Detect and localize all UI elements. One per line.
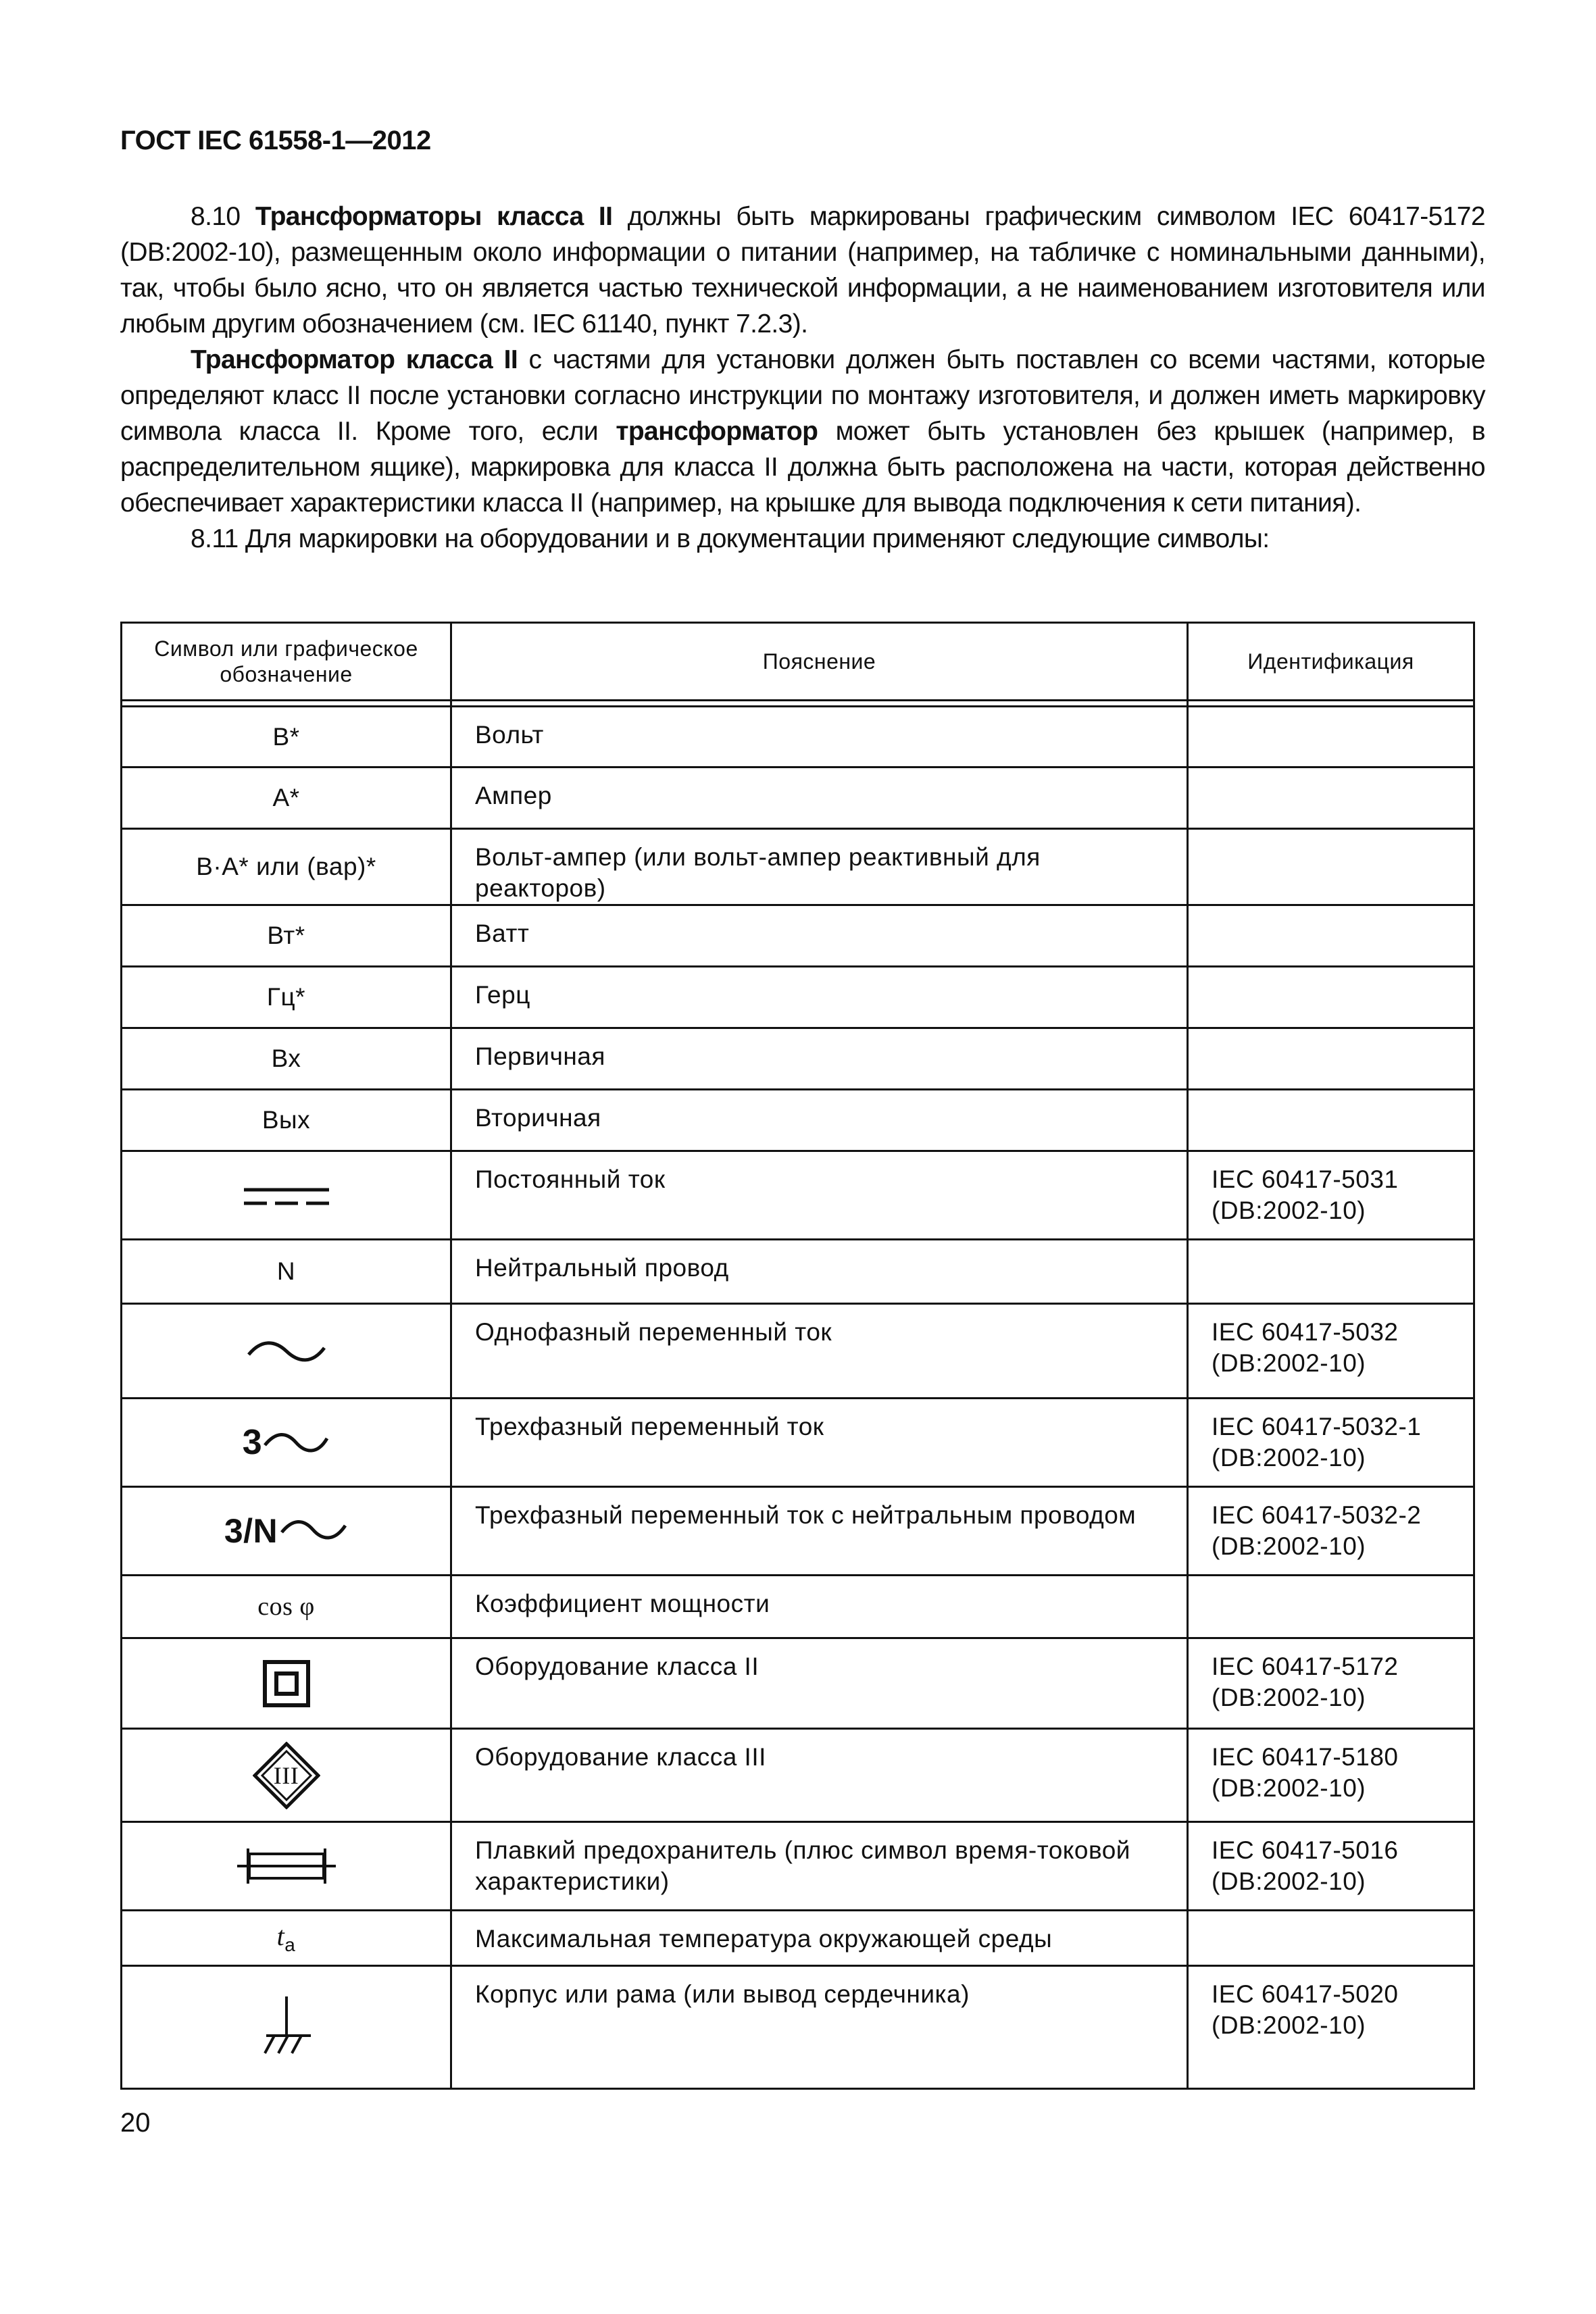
header-explanation: Пояснение (451, 623, 1188, 701)
symbol-cell (122, 1822, 451, 1911)
identification-cell (1188, 967, 1474, 1028)
iec-code: IEC 60417-5020 (1212, 1980, 1399, 2008)
table-row (122, 905, 1474, 967)
db-code: (DB:2002-10) (1212, 1532, 1366, 1560)
explanation-cell: Коэффициент мощности (451, 1576, 1188, 1638)
symbol-cell (122, 1304, 451, 1399)
symbol-cell (122, 1399, 451, 1487)
identification-cell (1188, 1638, 1474, 1729)
explanation-cell: Оборудование класса II (451, 1638, 1188, 1729)
symbol-cell (122, 1638, 451, 1729)
table-row (122, 967, 1474, 1028)
header-symbol: Символ или графическое обозначение (122, 623, 451, 701)
symbols-table (120, 622, 1475, 2090)
table-row (122, 1822, 1474, 1911)
identification-cell (1188, 829, 1474, 905)
identification-cell (1188, 1911, 1474, 1966)
explanation-cell: Первичная (451, 1028, 1188, 1090)
ambient-temperature-symbol (276, 1921, 296, 1955)
clause-number: 8.10 (191, 202, 255, 231)
term-bold: Трансформатор класса II (191, 345, 518, 374)
identification-cell (1188, 707, 1474, 768)
explanation-cell: Однофазный переменный ток (451, 1304, 1188, 1399)
db-code: (DB:2002-10) (1212, 1774, 1366, 1802)
symbol-cell (122, 1151, 451, 1240)
db-code: (DB:2002-10) (1212, 1867, 1366, 1895)
identification-cell (1188, 1399, 1474, 1487)
symbol-cell (122, 1576, 451, 1638)
symbol-cell (122, 768, 451, 829)
table-row (122, 1966, 1474, 2089)
identification-cell (1188, 1966, 1474, 2089)
iec-code: IEC 60417-5172 (1212, 1653, 1399, 1680)
table-row (122, 1151, 1474, 1240)
symbol-text: А* (272, 784, 300, 811)
three-phase-ac-icon (243, 1422, 330, 1463)
identification-cell (1188, 1090, 1474, 1151)
symbol-text: cos φ (257, 1592, 315, 1621)
explanation-cell: Корпус или рама (или вывод сердечника) (451, 1966, 1188, 2089)
table-row (122, 1487, 1474, 1576)
symbol-cell (122, 905, 451, 967)
db-code: (DB:2002-10) (1212, 2011, 1366, 2039)
identification-cell (1188, 1304, 1474, 1399)
symbol-main: t (276, 1921, 285, 1951)
symbol-text: Гц* (266, 983, 306, 1011)
document-header: ГОСТ IEC 61558-1—2012 (120, 126, 431, 155)
page-number: 20 (120, 2108, 151, 2138)
explanation-cell: Герц (451, 967, 1188, 1028)
three-phase-neutral-ac-icon (224, 1511, 348, 1551)
icon-label: 3/N (224, 1512, 278, 1550)
symbol-cell (122, 1911, 451, 1966)
db-code: (DB:2002-10) (1212, 1349, 1366, 1377)
paragraph-class-ii (120, 342, 1485, 521)
table-row (122, 1911, 1474, 1966)
identification-cell (1188, 1822, 1474, 1911)
iec-code: IEC 60417-5016 (1212, 1836, 1399, 1864)
symbol-cell (122, 1729, 451, 1822)
term-bold: трансформатор (616, 417, 818, 446)
explanation-cell: Ватт (451, 905, 1188, 967)
symbol-subscript: a (284, 1934, 296, 1955)
identification-cell (1188, 1576, 1474, 1638)
symbol-text: В* (272, 722, 300, 751)
identification-cell (1188, 1151, 1474, 1240)
db-code: (DB:2002-10) (1212, 1444, 1366, 1472)
symbol-cell (122, 707, 451, 768)
table-row (122, 707, 1474, 768)
table-row (122, 1638, 1474, 1729)
identification-cell (1188, 1729, 1474, 1822)
identification-cell (1188, 1487, 1474, 1576)
header-identification: Идентификация (1188, 623, 1474, 701)
iec-code: IEC 60417-5032-1 (1212, 1413, 1422, 1440)
explanation-cell: Постоянный ток (451, 1151, 1188, 1240)
icon-label: 3 (242, 1423, 263, 1462)
paragraph-text: с частями для установки должен быть поставлен со всеми частями, которые определяют класс II после установки согласно инструкции по монтажу изготовителя, и должен иметь маркировку символа класса II. Кроме того, если (120, 345, 1485, 446)
symbol-cell (122, 1240, 451, 1304)
explanation-cell: Нейтральный провод (451, 1240, 1188, 1304)
symbol-cell (122, 967, 451, 1028)
explanation-cell: Оборудование класса III (451, 1729, 1188, 1822)
table-row (122, 829, 1474, 905)
table-row (122, 1090, 1474, 1151)
identification-cell (1188, 1028, 1474, 1090)
db-code: (DB:2002-10) (1212, 1197, 1366, 1224)
db-code: (DB:2002-10) (1212, 1684, 1366, 1711)
class-ii-equipment-icon (263, 1660, 310, 1707)
symbol-cell (122, 1090, 451, 1151)
explanation-cell: Вторичная (451, 1090, 1188, 1151)
symbol-cell (122, 829, 451, 905)
table-row (122, 1729, 1474, 1822)
identification-cell (1188, 905, 1474, 967)
term-bold: Трансформаторы класса II (255, 202, 613, 231)
table-row (122, 1028, 1474, 1090)
explanation-cell: Ампер (451, 768, 1188, 829)
symbol-text: Вых (261, 1106, 311, 1134)
fuse-icon (236, 1846, 337, 1886)
body-text (120, 199, 1485, 557)
symbol-cell (122, 1028, 451, 1090)
paragraph-8-10 (120, 199, 1485, 342)
iec-code: IEC 60417-5032 (1212, 1318, 1399, 1346)
iec-code: IEC 60417-5180 (1212, 1743, 1399, 1771)
table-row (122, 768, 1474, 829)
iec-code: IEC 60417-5031 (1212, 1165, 1399, 1193)
frame-or-chassis-icon (259, 1994, 314, 2061)
header-separator (122, 701, 1474, 707)
paragraph-text: должны быть маркированы графическим символом IEC 60417-5172 (DB:2002-10), размещенным около информации о питании (например, на табличке с номинальными данными), так, чтобы было ясно, что он является частью технической информации, а не наименованием изготовителя или любым другим обозначением (см. IEC 61140, пункт 7.2.3). (120, 202, 1485, 338)
explanation-cell: Трехфазный переменный ток (451, 1399, 1188, 1487)
direct-current-icon (243, 1183, 330, 1210)
identification-cell (1188, 1240, 1474, 1304)
paragraph-8-11: 8.11 Для маркировки на оборудовании и в документации применяют следующие символы: (191, 524, 1270, 553)
symbol-text: Вх (271, 1045, 301, 1072)
class-iii-equipment-icon (253, 1742, 320, 1809)
symbol-cell (122, 1487, 451, 1576)
explanation-cell: Максимальная температура окружающей среды (451, 1911, 1188, 1966)
identification-cell (1188, 768, 1474, 829)
paragraph-text: может быть установлен без крышек (например, в распределительном ящике), маркировка для класса II должна быть расположена на части, которая действенно обеспечивает характеристики класса II (например, на крышке для вывода подключения к сети питания). (120, 417, 1485, 518)
icon-label: III (273, 1761, 299, 1789)
symbol-text: N (276, 1257, 296, 1285)
table-row (122, 1240, 1474, 1304)
iec-code: IEC 60417-5032-2 (1212, 1501, 1422, 1529)
explanation-cell: Вольт-ампер (или вольт-ампер реактивный для реакторов) (451, 829, 1188, 905)
explanation-cell: Плавкий предохранитель (плюс символ время-токовой характеристики) (451, 1822, 1188, 1911)
table-row (122, 1576, 1474, 1638)
explanation-cell: Трехфазный переменный ток с нейтральным проводом (451, 1487, 1188, 1576)
explanation-cell: Вольт (451, 707, 1188, 768)
symbol-text: Вт* (267, 922, 305, 949)
table-row (122, 1304, 1474, 1399)
symbol-text: В·А* или (вар)* (196, 853, 376, 880)
table-row (122, 1399, 1474, 1487)
single-phase-ac-icon (246, 1334, 327, 1368)
symbol-cell (122, 1966, 451, 2089)
